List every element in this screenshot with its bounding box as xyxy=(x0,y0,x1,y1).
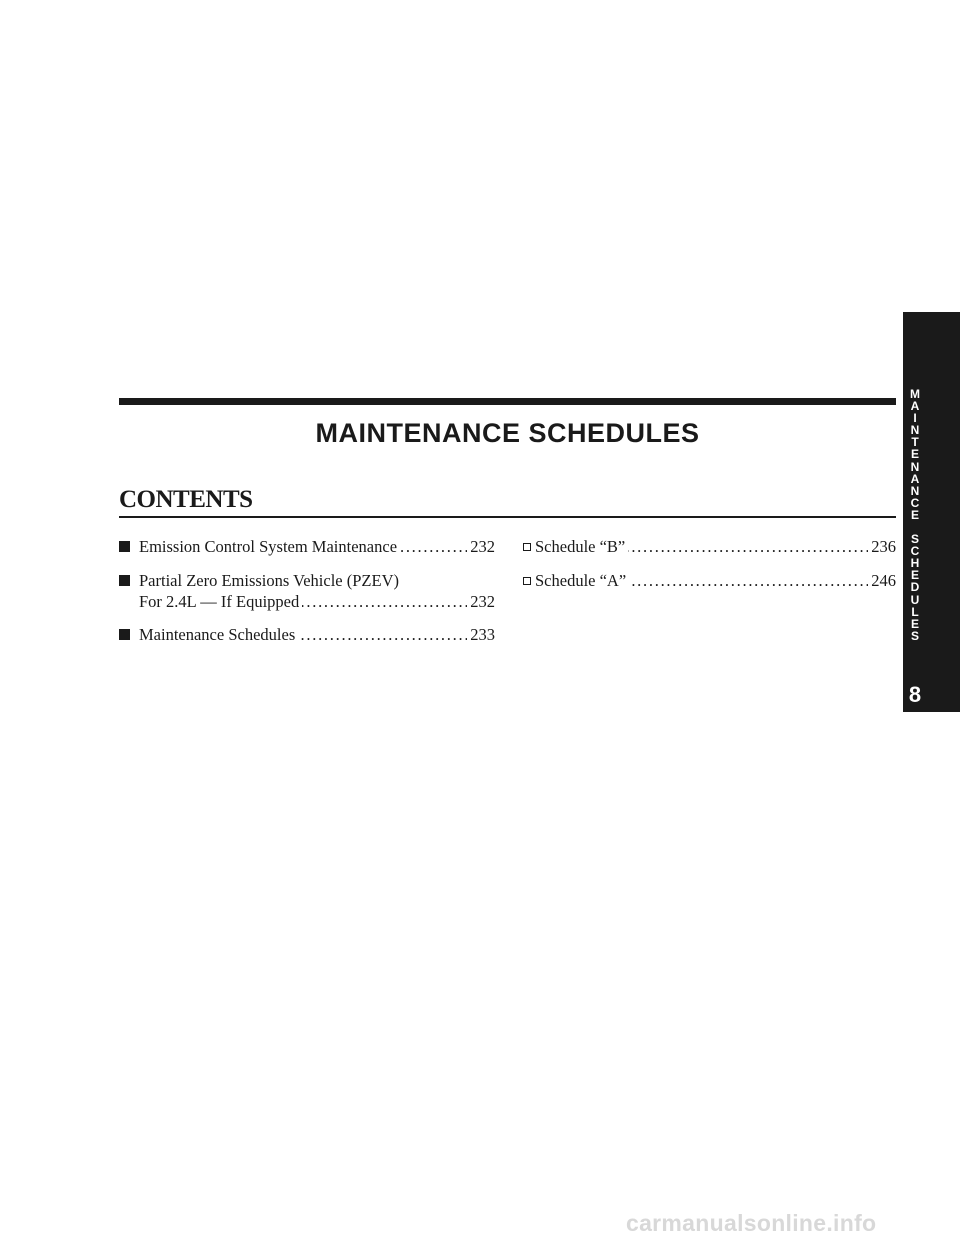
hollow-square-bullet-icon xyxy=(523,538,535,558)
side-tab-letter: D xyxy=(910,580,920,595)
toc-entry-line xyxy=(119,625,495,646)
toc-entry-title: Maintenance Schedules xyxy=(139,625,296,644)
dot-leader xyxy=(400,537,467,557)
dot-leader xyxy=(628,537,868,557)
square-bullet-icon xyxy=(119,626,139,646)
side-tab-letter: A xyxy=(910,471,920,486)
side-tab-letter: E xyxy=(910,568,919,583)
side-tab-letter: N xyxy=(910,423,920,438)
toc-entry-title: Partial Zero Emissions Vehicle (PZEV) xyxy=(139,571,399,590)
contents-rule xyxy=(119,516,896,518)
toc-entry-line xyxy=(119,537,495,558)
toc-page-number: 233 xyxy=(470,625,495,644)
toc-entry-line xyxy=(119,592,495,612)
toc-entry-title: Schedule “B” xyxy=(535,537,626,556)
contents-heading: CONTENTS xyxy=(119,486,253,513)
toc-left-column xyxy=(119,537,495,659)
side-tab-letter: I xyxy=(913,411,917,426)
toc-page-number: 232 xyxy=(470,592,495,611)
toc-page-number: 232 xyxy=(470,537,495,556)
toc-page-number: 246 xyxy=(871,571,896,590)
toc-entry-emission-control[interactable] xyxy=(119,537,495,558)
chapter-title: MAINTENANCE SCHEDULES xyxy=(315,418,700,448)
side-tab-letter: S xyxy=(910,532,919,547)
dot-leader xyxy=(302,592,467,612)
toc-entry-line xyxy=(523,571,896,592)
side-tab-letter: E xyxy=(910,616,919,631)
side-tab-letter: S xyxy=(910,628,919,643)
square-bullet-icon xyxy=(119,538,139,558)
side-tab-letter: C xyxy=(910,544,920,559)
side-tab-letter: N xyxy=(910,459,920,474)
dot-leader xyxy=(629,571,868,591)
side-tab-letter: E xyxy=(910,507,919,522)
toc-entry-line xyxy=(119,571,495,592)
chapter-top-rule xyxy=(119,398,896,405)
square-bullet-icon xyxy=(119,572,139,592)
side-tab-label xyxy=(903,388,927,642)
side-tab-letter: M xyxy=(910,387,920,401)
toc-entry-pzev[interactable] xyxy=(119,571,495,612)
side-tab-letter: E xyxy=(910,447,919,462)
toc-entry-line xyxy=(523,537,896,558)
toc-entry-title: Emission Control System Maintenance xyxy=(139,537,398,556)
side-tab-letter: L xyxy=(911,604,919,619)
toc-entry-title-continued: For 2.4L — If Equipped xyxy=(139,592,300,611)
dot-leader xyxy=(298,625,467,645)
toc-right-column xyxy=(523,537,896,605)
side-tab-letter: A xyxy=(910,399,920,414)
toc-entry-schedule-b[interactable] xyxy=(523,537,896,558)
toc-entry-schedule-a[interactable] xyxy=(523,571,896,592)
toc-entry-title: Schedule “A” xyxy=(535,571,627,590)
side-tab-letter: U xyxy=(910,592,920,607)
side-tab-letter: N xyxy=(910,483,920,498)
toc-entry-maintenance-schedules[interactable] xyxy=(119,625,495,646)
side-tab-letter: H xyxy=(910,556,920,571)
side-tab-letter: C xyxy=(910,495,920,510)
side-tab-letter: T xyxy=(911,435,919,450)
watermark: carmanualsonline.info xyxy=(626,1210,877,1236)
hollow-square-bullet-icon xyxy=(523,572,535,592)
side-tab-chapter-number: 8 xyxy=(908,682,922,707)
toc-page-number: 236 xyxy=(871,537,896,556)
